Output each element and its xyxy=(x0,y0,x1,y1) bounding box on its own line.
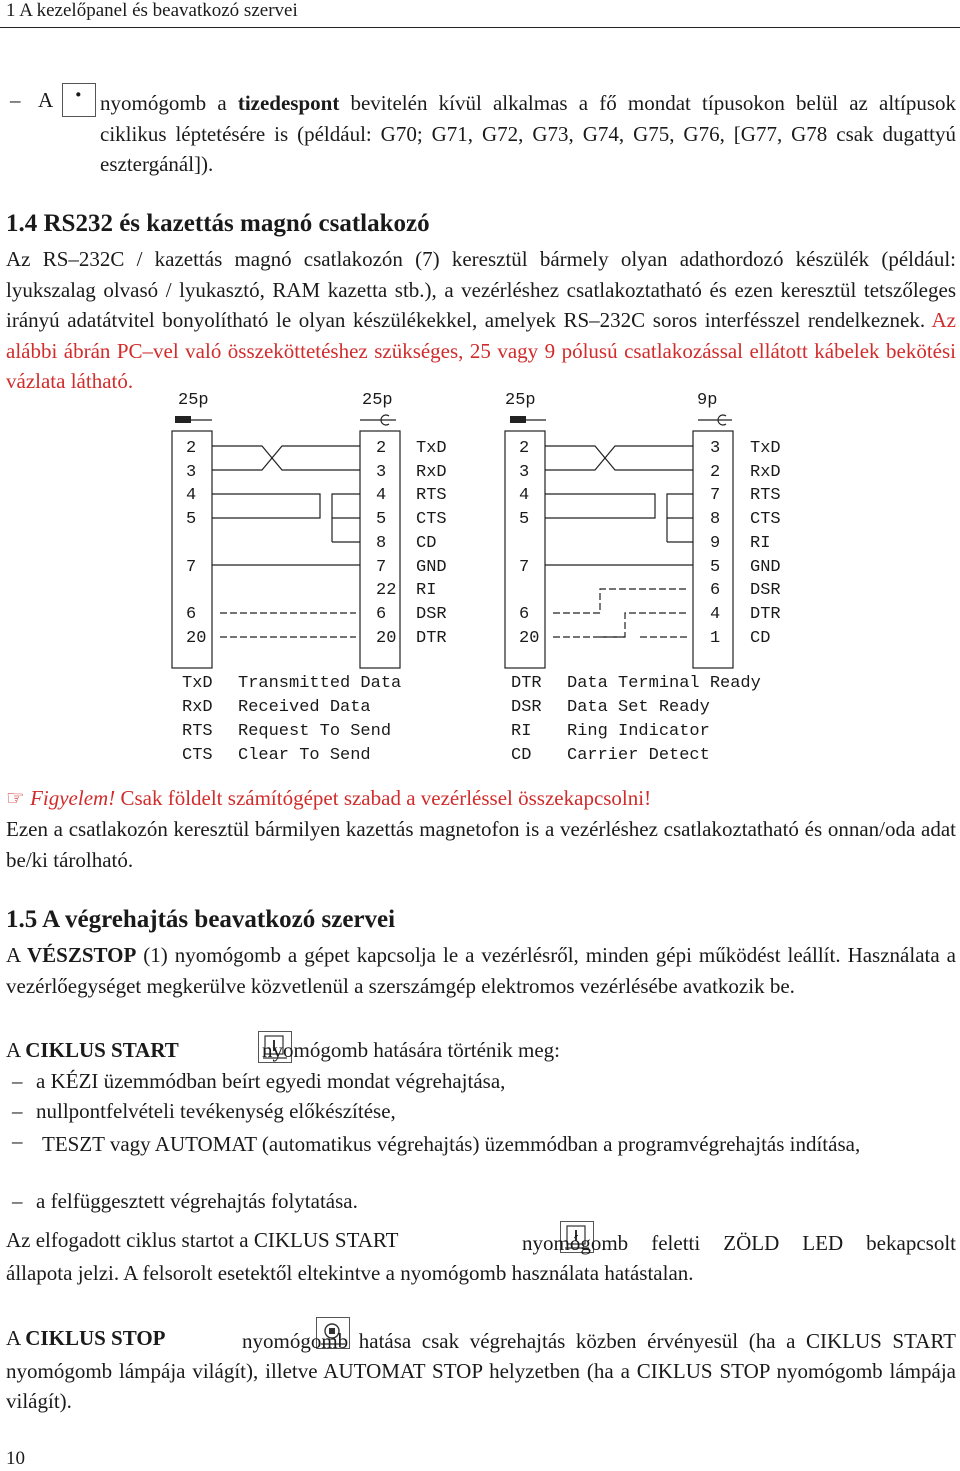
rs232-paragraph: Az RS–232C / kazettás magnó csatlakozón (7) keresztül bármely olyan adathordozó készülék (például: lyukszalag olvasó / lyukasztó, RAM kazetta stb.), a vezérléshez csatlakoztatható és ezen keresztül tetszőleges irányú adatátvitel bonyolítható le olyan készülékekkel, amelyek RS–232C soros interfésszel rendelkeznek. Az alábbi ábrán PC–vel való összeköttetéshez szükséges, 25 vagy 9 pólusú csatlakozással ellátott kábelek bekötési vázlata látható. xyxy=(6,247,957,393)
emergency-stop-paragraph: A VÉSZSTOP (1) nyomógomb a gépet kapcsolja le a vezérlésről, minden gépi működést leállít. Használata a vezérlőegységet megkerülve közvetlenül a szerszámgép elektromos vezérlésébe avatkozik be. xyxy=(6,943,956,998)
page-number: 10 xyxy=(6,1448,25,1469)
list-item: a KÉZI üzemmódban beírt egyedi mondat végrehajtása, xyxy=(36,1069,506,1093)
left-dashed-wires xyxy=(220,613,356,637)
cycle-start-intro: A CIKLUS START xyxy=(6,1038,179,1062)
pin-label: 4 xyxy=(186,486,197,505)
signal-label: RxD xyxy=(750,463,781,482)
pin-label: 2 xyxy=(710,463,721,482)
pin-label: 2 xyxy=(376,439,387,458)
right-dashed-wires xyxy=(553,589,689,637)
pin-label: 6 xyxy=(710,581,721,600)
left-pins-a xyxy=(186,439,206,648)
left-wires xyxy=(212,446,360,565)
right-header-a: 25p xyxy=(505,391,536,410)
female-connector-icon xyxy=(698,415,732,425)
pin-label: 20 xyxy=(186,629,207,648)
signal-label: TxD xyxy=(750,439,781,458)
cycle-stop-paragraph: nyomógomb hatása csak végrehajtás közben érvényesül (ha a CIKLUS START nyomógomb lámpája világít), illetve AUTOMAT STOP helyzetben (ha a CIKLUS STOP nyomógomb lámpája világít). xyxy=(6,1329,956,1413)
pin-label: 2 xyxy=(186,439,197,458)
female-connector-icon xyxy=(360,415,396,425)
intro-dash: – xyxy=(10,88,21,112)
signal-label: RTS xyxy=(416,486,447,505)
pin-label: 7 xyxy=(519,558,530,577)
pin-label: 3 xyxy=(710,439,721,458)
male-connector-icon xyxy=(510,416,546,423)
pin-label: 20 xyxy=(376,629,397,648)
pin-label: 2 xyxy=(519,439,530,458)
right-signals xyxy=(750,439,781,648)
signal-label: DTR xyxy=(750,605,781,624)
signal-label: CD xyxy=(750,629,771,648)
pin-label: 6 xyxy=(186,605,197,624)
pin-label: 6 xyxy=(519,605,530,624)
signal-label: CTS xyxy=(416,510,447,529)
pin-label: 6 xyxy=(376,605,387,624)
list-item: a felfüggesztett végrehajtás folytatása. xyxy=(36,1189,358,1213)
section-heading-1-4: 1.4 RS232 és kazettás magnó csatlakozó xyxy=(6,210,430,237)
signal-label: DSR xyxy=(750,581,781,600)
pin-label: 7 xyxy=(376,558,387,577)
legend-right: DTR Data Terminal Ready DSR Data Set Ready RI Ring Indicator CD Carrier Detect xyxy=(511,674,761,765)
pin-label: 8 xyxy=(376,534,387,553)
running-header: 1 A kezelőpanel és beavatkozó szervei xyxy=(6,0,298,21)
warning-line: ☞ Figyelem! Csak földelt számítógépet szabad a vezérléssel összekapcsolni! xyxy=(6,786,652,810)
pin-label: 20 xyxy=(519,629,540,648)
signal-label: GND xyxy=(416,558,447,577)
pin-label: 9 xyxy=(710,534,721,553)
left-pins-b xyxy=(376,439,396,648)
pin-label: 5 xyxy=(186,510,197,529)
pointing-hand-icon: ☞ xyxy=(6,786,25,810)
signal-label: TxD xyxy=(416,439,447,458)
signal-label: RTS xyxy=(750,486,781,505)
pin-label: 7 xyxy=(710,486,721,505)
left-header-b: 25p xyxy=(362,391,393,410)
pin-label: 22 xyxy=(376,581,397,600)
cassette-paragraph: Ezen a csatlakozón keresztül bármilyen kazettás magnetofon is a vezérléshez csatlakoztatható és onnan/oda adat be/ki tárolható. xyxy=(6,817,956,872)
signal-label: DSR xyxy=(416,605,447,624)
bullet-dash: – xyxy=(12,1099,23,1123)
signal-label: GND xyxy=(750,558,781,577)
bullet-dash: – xyxy=(12,1129,23,1153)
accepted-cycle-text: Az elfogadott ciklus startot a CIKLUS START xyxy=(6,1228,399,1252)
right-wires xyxy=(545,446,693,565)
pin-label: 3 xyxy=(376,463,387,482)
pin-label: 1 xyxy=(710,629,721,648)
left-signals xyxy=(416,439,447,648)
cycle-start-intro-tail: nyomógomb hatására történik meg: xyxy=(262,1038,561,1062)
pin-label: 5 xyxy=(519,510,530,529)
section-heading-1-5: 1.5 A végrehajtás beavatkozó szervei xyxy=(6,906,396,933)
cycle-stop-intro: A CIKLUS STOP xyxy=(6,1326,166,1350)
list-item: nullpontfelvételi tevékenység előkészítése, xyxy=(36,1099,396,1123)
signal-label: CD xyxy=(416,534,437,553)
right-pins-b xyxy=(710,439,720,648)
pin-label: 7 xyxy=(186,558,197,577)
male-connector-icon xyxy=(175,416,212,423)
bullet-dash: – xyxy=(12,1189,23,1213)
header-rule xyxy=(0,27,960,28)
right-pins-a xyxy=(519,439,539,648)
left-header-a: 25p xyxy=(178,391,209,410)
intro-a: A xyxy=(38,88,54,112)
pin-label: 5 xyxy=(376,510,387,529)
signal-label: RI xyxy=(416,581,437,600)
signal-label: CTS xyxy=(750,510,781,529)
pin-label: 4 xyxy=(376,486,387,505)
decimal-point-key-icon: · xyxy=(62,83,96,117)
pin-label: 4 xyxy=(519,486,530,505)
accepted-cycle-paragraph: nyomógomb feletti ZÖLD LED bekapcsolt állapota jelzi. A felsorolt esetektől eltekintve a nyomógomb használata hatástalan. xyxy=(6,1231,956,1285)
legend-left: TxD Transmitted Data RxD Received Data RTS Request To Send CTS Clear To Send xyxy=(182,674,402,765)
signal-label: DTR xyxy=(416,629,447,648)
list-item: TESZT vagy AUTOMAT (automatikus végrehajtás) üzemmódban a programvégrehajtás indítása, xyxy=(42,1132,861,1156)
signal-label: RxD xyxy=(416,463,447,482)
pin-label: 4 xyxy=(710,605,721,624)
bullet-dash: – xyxy=(12,1069,23,1093)
pin-label: 5 xyxy=(710,558,721,577)
pin-label: 3 xyxy=(186,463,197,482)
signal-label: RI xyxy=(750,534,771,553)
pin-label: 8 xyxy=(710,510,721,529)
pin-label: 3 xyxy=(519,463,530,482)
wiring-diagram xyxy=(0,384,960,674)
intro-paragraph: nyomógomb a tizedespont bevitelén kívül alkalmas a fő mondat típusokon belül az altípusok ciklikus léptetésére is (például: G70; G71, G72, G73, G74, G75, G76, [G77, G78 csak dugattyú esztergánál]). xyxy=(100,91,957,176)
right-header-b: 9p xyxy=(697,391,718,410)
